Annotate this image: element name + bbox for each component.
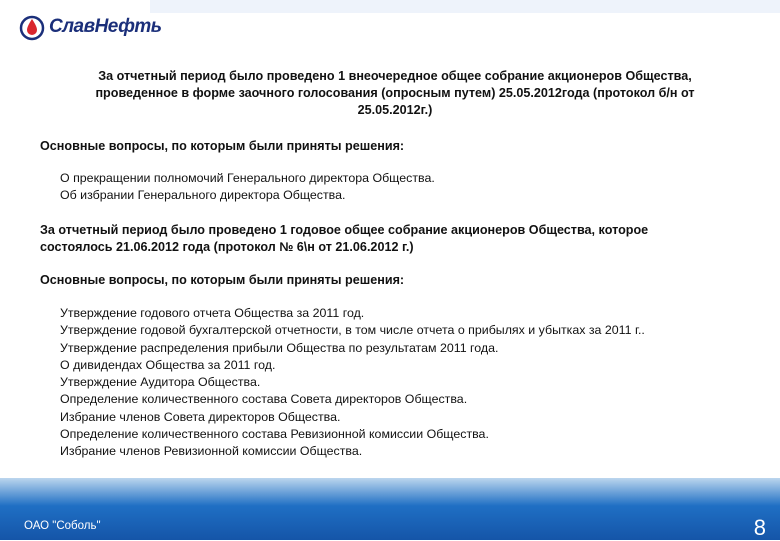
list-item: Избрание членов Совета директоров Общества.	[60, 409, 341, 424]
section2-list	[60, 305, 645, 461]
section1-list	[60, 170, 435, 204]
list-item: О прекращении полномочий Генерального директора Общества.	[60, 171, 435, 185]
list-item: Избрание членов Ревизионной комиссии Общества.	[60, 444, 363, 459]
list-item: Утверждение Аудитора Общества.	[60, 375, 261, 390]
list-item: Об избрании Генерального директора Общества.	[60, 188, 346, 202]
annual-meeting-paragraph	[40, 222, 740, 256]
list-item: Утверждение годовой бухгалтерской отчетности, в том числе отчета о прибылях и убытках за 2011 г..	[60, 323, 645, 338]
footer-band	[0, 478, 780, 540]
section1-heading: Основные вопросы, по которым были приняты решения:	[40, 139, 405, 153]
list-item: О дивидендах Общества за 2011 год.	[60, 357, 276, 372]
intro-line: За отчетный период было проведено 1 внеочередное общее собрание акционеров Общества,	[98, 69, 692, 83]
list-item: Определение количественного состава Совета директоров Общества.	[60, 392, 468, 407]
page-number: 8	[753, 515, 766, 540]
logo-text: СлавНефть	[49, 16, 162, 37]
drop-logo-icon	[19, 13, 45, 41]
section2-heading: Основные вопросы, по которым были приняты решения:	[40, 273, 405, 287]
list-item: Утверждение годового отчета Общества за 2011 год.	[60, 306, 365, 320]
list-item: Утверждение распределения прибыли Общества по результатам 2011 года.	[60, 340, 499, 355]
company-logo	[19, 12, 162, 42]
header-band	[150, 0, 780, 13]
intro-line: проведенное в форме заочного голосования (опросным путем) 25.05.2012года (протокол б/н от	[95, 86, 695, 100]
footer-company-name: ОАО "Соболь"	[24, 520, 101, 532]
intro-line: 25.05.2012г.)	[357, 103, 433, 117]
list-item: Определение количественного состава Ревизионной комиссии Общества.	[60, 427, 489, 442]
intro-paragraph	[55, 68, 735, 119]
annual-line: состоялось 21.06.2012 года (протокол № 6\н от 21.06.2012 г.)	[40, 240, 414, 254]
annual-line: За отчетный период было проведено 1 годовое общее собрание акционеров Общества, которое	[40, 223, 649, 237]
